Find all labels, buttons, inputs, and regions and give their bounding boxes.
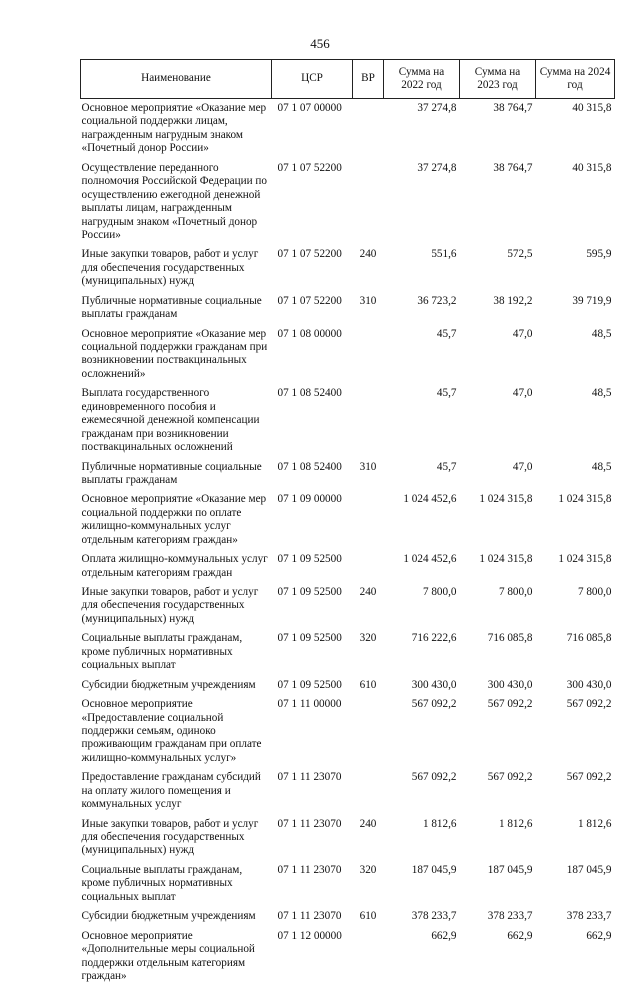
row-sum-2022: 45,7 <box>384 387 460 460</box>
table-row <box>81 461 615 494</box>
row-sum-2022: 1 024 452,6 <box>384 553 460 586</box>
table-row <box>81 248 615 294</box>
row-sum-2024: 40 315,8 <box>536 162 615 249</box>
row-sum-2024: 48,5 <box>536 387 615 460</box>
table-row <box>81 99 615 162</box>
row-sum-2022: 36 723,2 <box>384 295 460 328</box>
row-sum-2024: 300 430,0 <box>536 679 615 698</box>
header-vr: ВР <box>353 60 384 99</box>
table-row <box>81 162 615 249</box>
row-sum-2024: 716 085,8 <box>536 632 615 678</box>
row-sum-2023: 38 192,2 <box>460 295 536 328</box>
row-sum-2022: 567 092,2 <box>384 771 460 817</box>
row-sum-2023: 38 764,7 <box>460 99 536 162</box>
row-sum-2022: 567 092,2 <box>384 698 460 771</box>
row-sum-2023: 567 092,2 <box>460 698 536 771</box>
table-row <box>81 930 615 989</box>
row-name: Иные закупки товаров, работ и услуг для обеспечения государственных (муниципальных) нужд <box>81 248 272 294</box>
row-vr <box>353 99 384 162</box>
table-row <box>81 387 615 460</box>
row-sum-2024: 1 024 315,8 <box>536 493 615 553</box>
row-vr: 240 <box>353 818 384 864</box>
row-sum-2023: 662,9 <box>460 930 536 989</box>
row-name: Выплата государственного единовременного пособия и ежемесячной денежной компенсации гражданам при возникновении поствакцинальных осложнений <box>81 387 272 460</box>
row-sum-2024: 378 233,7 <box>536 910 615 929</box>
row-name: Субсидии бюджетным учреждениям <box>81 910 272 929</box>
row-sum-2023: 47,0 <box>460 461 536 494</box>
row-vr: 310 <box>353 295 384 328</box>
table-row <box>81 679 615 698</box>
row-csr: 07 1 07 00000 <box>272 99 353 162</box>
row-sum-2024: 595,9 <box>536 248 615 294</box>
table-row <box>81 910 615 929</box>
row-vr <box>353 493 384 553</box>
row-sum-2022: 378 233,7 <box>384 910 460 929</box>
row-name: Социальные выплаты гражданам, кроме публичных нормативных социальных выплат <box>81 632 272 678</box>
row-sum-2022: 1 024 452,6 <box>384 493 460 553</box>
budget-table <box>80 59 615 989</box>
table-row <box>81 295 615 328</box>
row-csr: 07 1 09 52500 <box>272 553 353 586</box>
row-csr: 07 1 07 52200 <box>272 248 353 294</box>
header-row <box>81 60 615 99</box>
row-name: Оплата жилищно-коммунальных услуг отдельным категориям граждан <box>81 553 272 586</box>
row-sum-2022: 1 812,6 <box>384 818 460 864</box>
row-name: Публичные нормативные социальные выплаты гражданам <box>81 461 272 494</box>
table-row <box>81 632 615 678</box>
row-sum-2023: 38 764,7 <box>460 162 536 249</box>
row-sum-2024: 1 024 315,8 <box>536 553 615 586</box>
header-name: Наименование <box>81 60 272 99</box>
row-vr: 320 <box>353 632 384 678</box>
row-name: Осуществление переданного полномочия Российской Федерации по осуществлению ежегодной денежной выплаты лицам, награжденным нагрудным знаком «Почетный донор России» <box>81 162 272 249</box>
row-csr: 07 1 11 23070 <box>272 910 353 929</box>
row-name: Основное мероприятие «Дополнительные меры социальной поддержки отдельным категориям граждан» <box>81 930 272 989</box>
row-sum-2024: 39 719,9 <box>536 295 615 328</box>
row-sum-2023: 378 233,7 <box>460 910 536 929</box>
row-sum-2024: 40 315,8 <box>536 99 615 162</box>
row-vr <box>353 771 384 817</box>
row-sum-2023: 572,5 <box>460 248 536 294</box>
table-body <box>81 99 615 989</box>
header-sum-2023: Сумма на 2023 год <box>460 60 536 99</box>
row-vr: 310 <box>353 461 384 494</box>
row-vr: 240 <box>353 586 384 632</box>
row-sum-2024: 187 045,9 <box>536 864 615 910</box>
table-row <box>81 586 615 632</box>
row-sum-2023: 7 800,0 <box>460 586 536 632</box>
row-csr: 07 1 08 00000 <box>272 328 353 388</box>
row-vr: 610 <box>353 679 384 698</box>
table-header <box>81 60 615 99</box>
table-row <box>81 864 615 910</box>
row-sum-2022: 187 045,9 <box>384 864 460 910</box>
row-vr <box>353 387 384 460</box>
row-csr: 07 1 08 52400 <box>272 461 353 494</box>
row-sum-2022: 45,7 <box>384 328 460 388</box>
row-sum-2023: 47,0 <box>460 328 536 388</box>
row-csr: 07 1 07 52200 <box>272 295 353 328</box>
header-sum-2024: Сумма на 2024 год <box>536 60 615 99</box>
page-number: 456 <box>0 36 640 52</box>
row-name: Основное мероприятие «Оказание мер социальной поддержки лицам, награжденным нагрудным знаком «Почетный донор России» <box>81 99 272 162</box>
row-csr: 07 1 09 52500 <box>272 632 353 678</box>
row-sum-2024: 662,9 <box>536 930 615 989</box>
row-name: Основное мероприятие «Оказание мер социальной поддержки по оплате жилищно-коммунальных услуг отдельным категориям граждан» <box>81 493 272 553</box>
row-vr <box>353 162 384 249</box>
row-csr: 07 1 11 23070 <box>272 818 353 864</box>
row-sum-2024: 567 092,2 <box>536 771 615 817</box>
row-csr: 07 1 09 00000 <box>272 493 353 553</box>
row-sum-2023: 300 430,0 <box>460 679 536 698</box>
row-name: Основное мероприятие «Предоставление социальной поддержки семьям, одиноко проживающим гражданам при оплате жилищно-коммунальных услуг» <box>81 698 272 771</box>
header-sum-2022: Сумма на 2022 год <box>384 60 460 99</box>
row-sum-2024: 1 812,6 <box>536 818 615 864</box>
row-name: Основное мероприятие «Оказание мер социальной поддержки гражданам при возникновении поствакцинальных осложнений» <box>81 328 272 388</box>
row-name: Публичные нормативные социальные выплаты гражданам <box>81 295 272 328</box>
row-sum-2023: 47,0 <box>460 387 536 460</box>
row-sum-2022: 300 430,0 <box>384 679 460 698</box>
row-sum-2024: 48,5 <box>536 461 615 494</box>
row-sum-2023: 1 024 315,8 <box>460 493 536 553</box>
row-vr <box>353 553 384 586</box>
row-vr <box>353 328 384 388</box>
row-sum-2022: 662,9 <box>384 930 460 989</box>
header-csr: ЦСР <box>272 60 353 99</box>
row-vr: 610 <box>353 910 384 929</box>
row-sum-2024: 7 800,0 <box>536 586 615 632</box>
row-csr: 07 1 12 00000 <box>272 930 353 989</box>
row-sum-2023: 567 092,2 <box>460 771 536 817</box>
row-sum-2023: 716 085,8 <box>460 632 536 678</box>
row-sum-2022: 37 274,8 <box>384 99 460 162</box>
table-row <box>81 553 615 586</box>
row-vr: 240 <box>353 248 384 294</box>
row-sum-2024: 48,5 <box>536 328 615 388</box>
row-sum-2023: 1 812,6 <box>460 818 536 864</box>
row-csr: 07 1 11 00000 <box>272 698 353 771</box>
row-name: Социальные выплаты гражданам, кроме публичных нормативных социальных выплат <box>81 864 272 910</box>
row-sum-2023: 1 024 315,8 <box>460 553 536 586</box>
row-sum-2022: 716 222,6 <box>384 632 460 678</box>
row-vr <box>353 930 384 989</box>
row-csr: 07 1 11 23070 <box>272 864 353 910</box>
row-sum-2022: 45,7 <box>384 461 460 494</box>
table-row <box>81 328 615 388</box>
table-row <box>81 493 615 553</box>
row-sum-2022: 551,6 <box>384 248 460 294</box>
row-csr: 07 1 09 52500 <box>272 586 353 632</box>
row-name: Предоставление гражданам субсидий на оплату жилого помещения и коммунальных услуг <box>81 771 272 817</box>
row-name: Иные закупки товаров, работ и услуг для обеспечения государственных (муниципальных) нужд <box>81 586 272 632</box>
row-vr <box>353 698 384 771</box>
row-csr: 07 1 07 52200 <box>272 162 353 249</box>
table-row <box>81 818 615 864</box>
row-csr: 07 1 08 52400 <box>272 387 353 460</box>
row-name: Субсидии бюджетным учреждениям <box>81 679 272 698</box>
row-sum-2023: 187 045,9 <box>460 864 536 910</box>
row-sum-2022: 37 274,8 <box>384 162 460 249</box>
row-csr: 07 1 09 52500 <box>272 679 353 698</box>
row-sum-2024: 567 092,2 <box>536 698 615 771</box>
table-row <box>81 698 615 771</box>
table-row <box>81 771 615 817</box>
row-sum-2022: 7 800,0 <box>384 586 460 632</box>
row-vr: 320 <box>353 864 384 910</box>
row-csr: 07 1 11 23070 <box>272 771 353 817</box>
row-name: Иные закупки товаров, работ и услуг для обеспечения государственных (муниципальных) нужд <box>81 818 272 864</box>
